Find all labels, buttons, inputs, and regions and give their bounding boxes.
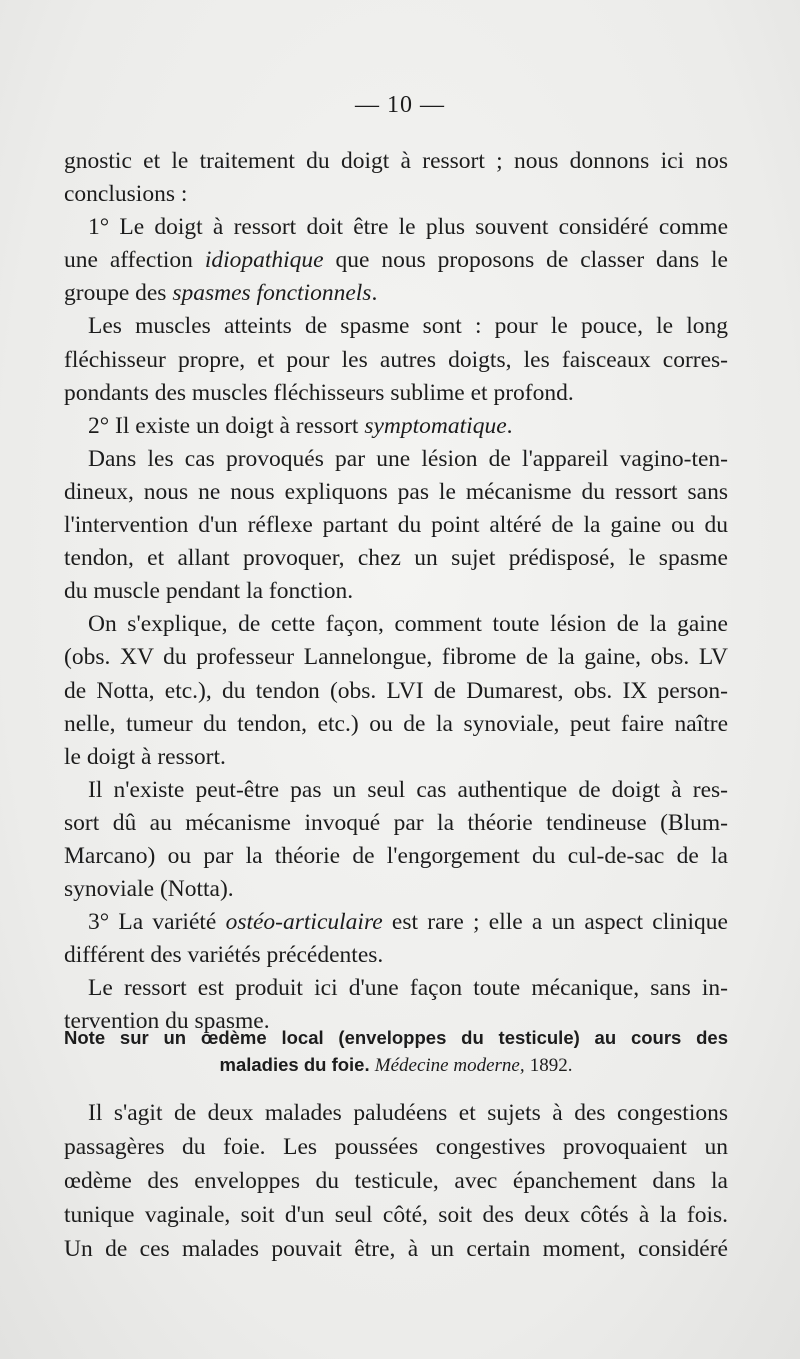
text-line: de Notta, etc.), du tendon (obs. LVI de Dumarest, obs. IX person- bbox=[64, 677, 728, 704]
text-line: On s'explique, de cette façon, comment toute lésion de la gaine bbox=[88, 611, 728, 638]
text-line: Marcano) ou par la théorie de l'engorgement du cul-de-sac de la bbox=[64, 842, 728, 869]
text-line: Les muscles atteints de spasme sont : pour le pouce, le long bbox=[88, 313, 728, 340]
heading-year: 1892. bbox=[529, 1055, 573, 1076]
text-line: conclusions : bbox=[64, 181, 188, 208]
text-line: passagères du foie. Les poussées congestives provoquaient un bbox=[64, 1134, 728, 1160]
text-line: (obs. XV du professeur Lannelongue, fibrome de la gaine, obs. LV bbox=[64, 644, 728, 671]
text-line: groupe des spasmes fonctionnels. bbox=[64, 280, 378, 307]
text-line: 2° Il existe un doigt à ressort symptomatique. bbox=[88, 412, 513, 439]
heading-line-2 bbox=[64, 1051, 728, 1079]
text-line: dineux, nous ne nous expliquons pas le mécanisme du ressort sans bbox=[64, 478, 728, 505]
text-line: gnostic et le traitement du doigt à ressort ; nous donnons ici nos bbox=[64, 148, 728, 174]
text-line: tendon, et allant provoquer, chez un sujet prédisposé, le spasme bbox=[64, 545, 728, 572]
heading-source: Médecine moderne, bbox=[374, 1055, 525, 1076]
article-heading bbox=[64, 1024, 728, 1079]
text-line: le doigt à ressort. bbox=[64, 743, 226, 770]
body-text-section-2 bbox=[64, 1096, 728, 1266]
text-line: différent des variétés précédentes. bbox=[64, 942, 384, 969]
text-line: une affection idiopathique que nous proposons de classer dans le bbox=[64, 247, 728, 274]
text-line: l'intervention d'un réflexe partant du point altéré de la gaine ou du bbox=[64, 512, 728, 539]
text-line: Il n'existe peut-être pas un seul cas authentique de doigt à res- bbox=[88, 776, 728, 803]
text-line: synoviale (Notta). bbox=[64, 876, 234, 903]
text-line: Un de ces malades pouvait être, à un certain moment, considéré bbox=[64, 1236, 728, 1262]
text-line: Le ressort est produit ici d'une façon toute mécanique, sans in- bbox=[88, 975, 728, 1002]
text-line: œdème des enveloppes du testicule, avec épanchement dans la bbox=[64, 1168, 728, 1194]
text-line: pondants des muscles fléchisseurs sublime et profond. bbox=[64, 379, 574, 406]
text-line: Dans les cas provoqués par une lésion de l'appareil vagino-ten- bbox=[88, 445, 728, 472]
heading-line-1: Note sur un œdème local (enveloppes du testicule) au cours des bbox=[64, 1027, 728, 1048]
text-line: nelle, tumeur du tendon, etc.) ou de la synoviale, peut faire naître bbox=[64, 710, 728, 737]
text-line: fléchisseur propre, et pour les autres doigts, les faisceaux corres- bbox=[64, 346, 728, 373]
text-line: du muscle pendant la fonction. bbox=[64, 578, 354, 605]
text-line: sort dû au mécanisme invoqué par la théorie tendineuse (Blum- bbox=[64, 809, 728, 836]
heading-line-2-title: maladies du foie. bbox=[219, 1054, 370, 1075]
text-line: 1° Le doigt à ressort doit être le plus souvent considéré comme bbox=[88, 214, 728, 241]
text-line: tunique vaginale, soit d'un seul côté, soit des deux côtés à la fois. bbox=[64, 1202, 728, 1228]
page-number: — 10 — bbox=[355, 92, 445, 118]
text-line: Il s'agit de deux malades paludéens et sujets à des congestions bbox=[88, 1100, 728, 1126]
text-line: tervention du spasme. bbox=[64, 1008, 270, 1035]
text-line: 3° La variété ostéo-articulaire est rare ; elle a un aspect clinique bbox=[88, 909, 728, 936]
body-text-section-1 bbox=[64, 145, 728, 1039]
